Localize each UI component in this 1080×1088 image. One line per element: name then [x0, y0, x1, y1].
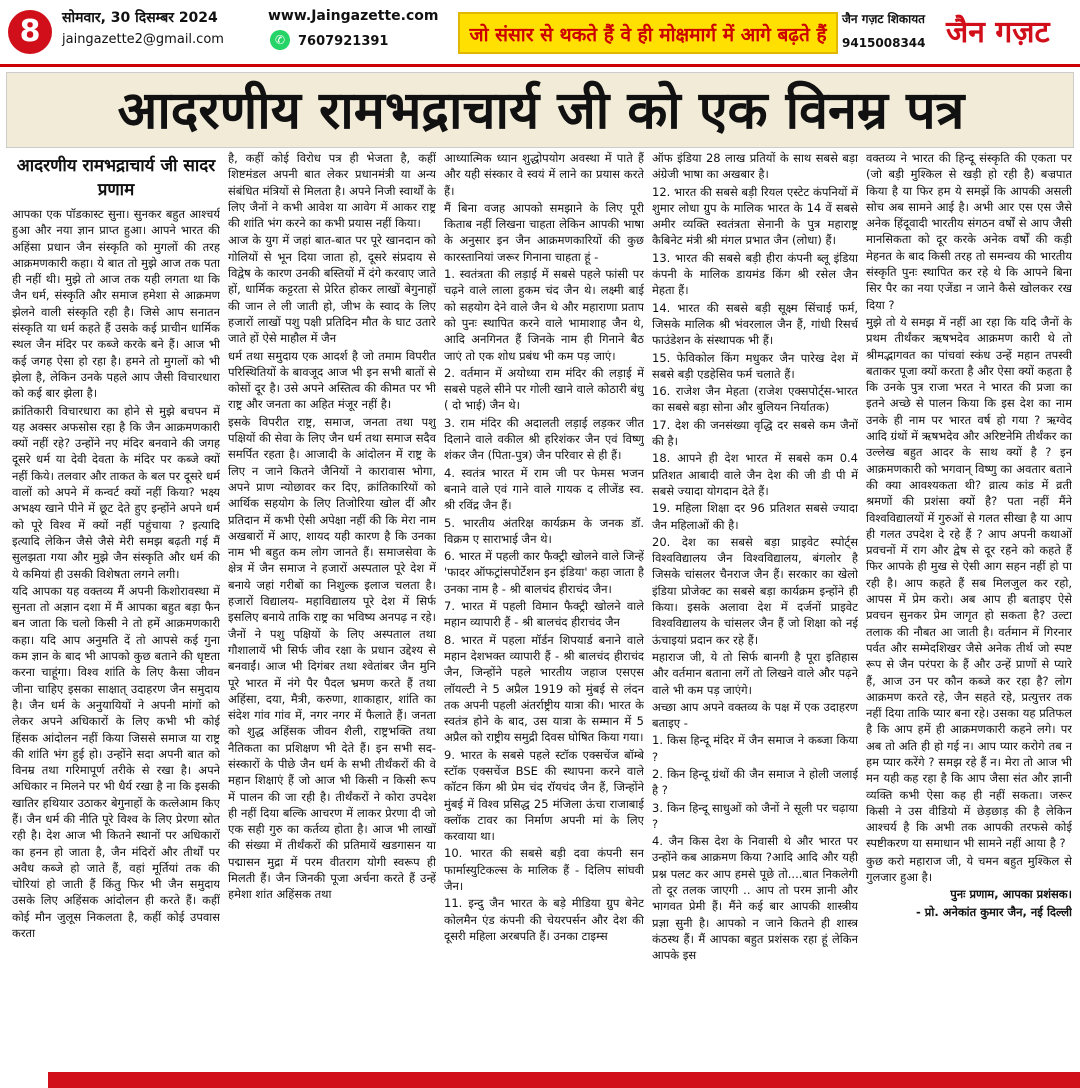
list-item: 10. भारत की सबसे बड़ी दवा कंपनी सन फार्मास्युटिकल्स के मालिक हैं - दिलिप सांघवी जैन। — [444, 846, 644, 894]
article-headline: आदरणीय रामभद्राचार्य जी को एक विनम्र पत्र — [117, 81, 965, 141]
list-item: 18. आपने ही देश भारत में सबसे कम 0.4 प्रतिशत आबादी वाले जैन देश की जी डी पी में सबसे ज्यादा योगदान देते हैं। — [652, 451, 858, 498]
whatsapp-icon: ✆ — [270, 30, 290, 50]
paragraph: धर्म तथा समुदाय एक आदर्श है जो तमाम विपरीत परिस्थितियों के बावजूद आज भी इन सभी बातों से कोसों दूर है। उसे अपने अस्तित्व की कीमत पर भी राष्ट्र और जनता का अहित मंजूर नहीं है। — [228, 348, 436, 412]
paragraph: आध्यात्मिक ध्यान शुद्धोपयोग अवस्था में पाते हैं और यही संस्कार वे स्वयं में लाने का प्रयास करते हैं। — [444, 151, 644, 198]
list-item: 3. किन हिन्दू साधुओं को जैनों ने सूली पर चढ़ाया ? — [652, 800, 858, 831]
list-item: 5. भारतीय अंतरिक्ष कार्यक्रम के जनक डॉ. विक्रम ए साराभाई जैन थे। — [444, 515, 644, 546]
complaint-label: जैन गज़ट शिकायत — [842, 12, 926, 26]
paragraph: आज के युग में जहां बात-बात पर पूरे खानदान को गोलियों से भून दिया जाता हो, दूसरे संप्रदाय से विद्वेष के कारण उनकी बस्तियों में दंगे करवाए जाते हों, धार्मिक कट्टरता से प्रेरित होकर लाखों बेगुनाहों की जान ले ली जाती हो, जीभ के स्वाद के लिए हजारों लाखों पशु पक्षी प्रतिदिन मौत के घाट उतारे जाते हों ऐसे माहौल में जैन — [228, 233, 436, 346]
list-item: 7. भारत में पहली विमान फैक्ट्री खोलने वाले महान व्यापारी हैं - श्री बालचंद हीराचंद जैन — [444, 599, 644, 630]
author-byline: - प्रो. अनेकांत कुमार जैन, नई दिल्ली — [916, 904, 1072, 919]
paragraph: क्रांतिकारी विचारधारा का होने से मुझे बचपन में यह अक्सर अफसोस रहा है कि जैन आक्रमणकारी क्यों नहीं रहे? उन्होंने नए मंदिर बनवाने की जगह दूसरे धर्म या देवी देवता के मंदिर पर कब्जे क्यों नहीं किये। तलवार और ताकत के बल पर दूसरे धर्म वालों को अपने में कन्वर्ट क्यों नहीं किया? भक्ष्य अभक्ष्य खाने पीने में छूट देते हुए इन्होंने अपने धर्म को पूरे विश्व में क्यों नहीं पहुंचाया ? इत्यादि इत्यादि लेकिन जैसे जैसे मेरी समझ बढ़ती गई मैं सुलझता गया और मुझे जैन संस्कृति और धर्म की ये कमियां ही उसकी विशेषता लगने लगी। — [12, 403, 220, 581]
paragraph: यदि आपका यह वक्तव्य मैं अपनी किशोरावस्था में सुनता तो अज्ञान दशा में मैं आपका बहुत बड़ा फैन बन जाता कि चलो किसी ने तो हमें आक्रमणकारी कहा। यदि आप अनुमति दें तो आपसे कई गुना कम ज्ञान के बाद भी आपको कुछ बताने की धृष्टता करना चाहूंगा। विश्व शांति के लिए कैसा जीवन जीना चाहिए इसका साक्षात् उदाहरण जैन समुदाय है। जैन धर्म के अनुयायियों ने अपनी मांगों को लेकर अपने अधिकारों के लिए कभी भी कोई हिंसक आंदोलन नहीं किया जिससे समाज या राष्ट्र की शांति भंग हुई हो। उन्होंने सदा अपनी बात को विनम्र तथा गरिमापूर्ण तरीके से रखा है। अपने अधिकार न मिलने पर भी धैर्य रखा है ना कि इसकी खातिर हथियार उठाकर बेगुनाहों के कत्लेआम किए हैं। जैन धर्म की नीति पूरे विश्व के लिए प्रेरणा स्रोत रही है। देश आज भी कितने स्थानों पर अधिकारों का हनन हो जाता है, जैन मंदिरों और तीर्थों पर अवैध कब्जे हो जाते हैं, वहां मूर्तियां तक की चोरियां हो जाती हैं किंतु फिर भी जैन समुदाय उसके लिए अहिंसक आंदोलन ही करते हैं। कहीं कोई मौन जुलूस निकलता है, कहीं कोई उपवास करता — [12, 583, 220, 941]
issue-date: सोमवार, 30 दिसम्बर 2024 — [62, 10, 218, 26]
list-item: 1. स्वतंत्रता की लड़ाई में सबसे पहले फांसी पर चढ़ने वाले लाला हुकम चंद जैन थे। लक्ष्मी बाई को सहयोग देने वाले जैन थे और महाराणा प्रताप को पुनः स्थापित करने वाले भामाशाह जैन थे, आदि अनगिनत हैं जिनके नाम ही गिनाने बैठ जाएं तो एक शोध प्रबंध भी कम पड़ जाएं। — [444, 267, 644, 363]
list-item: 6. भारत में पहली कार फैक्ट्री खोलने वाले जिन्हें 'फादर ऑफट्रांसपोर्टेशन इन इंडिया' कहा जाता है उनका नाम है - श्री बालचंद हीराचंद जैन। — [444, 549, 644, 596]
complaint-phone: 9415008344 — [842, 36, 926, 50]
list-item: 20. देश का सबसे बड़ा प्राइवेट स्पोर्ट्स विश्वविद्यालय जैन विश्वविद्यालय, बंगलोर है जिसके चांसलर चैनराज जैन हैं। सरकार का खेलो इंडिया प्रोजेक्ट का सबसे बड़ा कार्यक्रम इन्होंने ही किया। इसके अलावा देश में दर्जनों प्राइवेट विश्वविद्यालय के चांसलर जैन हैं जो शिक्षा को नई ऊंचाइयां प्रदान कर रहे हैं। — [652, 534, 858, 647]
salutation: आदरणीय रामभद्राचार्य जी सादर प्रणाम — [16, 156, 216, 200]
article-column-4 — [652, 150, 858, 1055]
paragraph: अच्छा आप अपने वक्तव्य के पक्ष में एक उदाहरण बताइए - — [652, 699, 858, 731]
newspaper-logo: जैन गज़ट — [946, 15, 1050, 50]
slogan-banner: जो संसार से थकते हैं वे ही मोक्षमार्ग में आगे बढ़ते हैं — [458, 12, 838, 54]
article-column-2 — [228, 150, 436, 1055]
paragraph: इसके विपरीत राष्ट्र, समाज, जनता तथा पशु पक्षियों की सेवा के लिए जैन धर्म तथा समाज सदैव समर्पित रहता है। आजादी के आंदोलन में राष्ट्र के लिए न जाने कितने जैनियों ने कारावास भोगा, अपने प्राण न्योछावर कर दिए, क्रांतिकारियों को आर्थिक सहयोग के लिए तिजोरिया खोल दीं और प्रतिदान में कभी ऐसी अपेक्षा नहीं की कि मेरा नाम अखबारों में आए, शायद यही कारण है कि उनका नाम भी बहुत कम लोग जानते हैं। समाजसेवा के क्षेत्र में जैन समाज ने हजारों अस्पताल पूरे देश में बनाये जहां गरीबों का निशुल्क इलाज चलता है। हजारों विद्यालय- महाविद्यालय पूरे देश में सिर्फ इसलिए बनाये ताकि राष्ट्र का भविष्य अनपढ़ न रहे। जैनों ने पशु पक्षियों के लिए अस्पताल तथा गौशालायें भी सिर्फ जीव रक्षा के प्रधान उद्देश्य से बनवाईं। आज भी दिगंबर तथा श्वेतांबर जैन मुनि पूरे भारत में नंगे पैर पैदल भ्रमण करते हैं तथा अहिंसा, दया, मैत्री, करुणा, शाकाहार, शांति का संदेश गांव गांव में, नगर नगर में फैलाते हैं। जनता को शुद्ध अहिंसक जीवन शैली, राष्ट्रभक्ति तथा नैतिकता का प्रशिक्षण भी देते हैं। इन सभी सद-संस्कारों के पीछे जैन धर्म के सभी तीर्थंकरों की वे महान शिक्षाएं हैं जो आज भी किसी न किसी रूप में पालन की जा रही है। तीर्थंकरों ने कोरा उपदेश ही नहीं दिया बल्कि आचरण में लाकर प्रेरणा दी जो एक सही गुरु का कर्तव्य होता है। आज भी लाखों की संख्या में तीर्थंकरों की प्रतिमायें खडगासन या पद्मासन मुद्रा में परम वीतराग योगी स्वरूप ही मिलती हैं। जैन जिनकी पूजा अर्चना करते हैं उन्हें हमेशा शांत अहिंसक तथा — [228, 414, 436, 902]
list-item: 2. वर्तमान में अयोध्या राम मंदिर की लड़ाई में सबसे पहले सीने पर गोली खाने वाले कोठारी बंधु ( दो भाई) जैन थे। — [444, 365, 644, 413]
paragraph: है, कहीं कोई विरोध पत्र ही भेजता है, कहीं शिष्टमंडल अपनी बात लेकर प्रधानमंत्री या अन्य संबंधित मंत्रियों से मिलता है। अपने निजी स्वार्थों के लिए जैनों ने कभी आवेश या आवेग में आकर राष्ट्र की शांति भंग करने का कभी प्रयास नहीं किया। — [228, 151, 436, 231]
list-item: 4. स्वतंत्र भारत में राम जी पर फेमस भजन बनाने वाले एवं गाने वाले गायक द लीजेंड स्व. श्री रविंद्र जैन हैं। — [444, 465, 644, 513]
list-item: 3. राम मंदिर की अदालती लड़ाई लड़कर जीत दिलाने वाले वकील श्री हरिशंकर जैन एवं विष्णु शंकर जैन (पिता-पुत्र) जैन परिवार से ही हैं। — [444, 415, 644, 463]
list-item: 19. महिला शिक्षा दर 96 प्रतिशत सबसे ज्यादा जैन महिलाओं की है। — [652, 501, 858, 532]
list-item: 16. राजेश जैन मेहता (राजेश एक्सपोर्ट्स-भारत का सबसे बड़ा सोना और बुलियन निर्यातक) — [652, 384, 858, 415]
article-column-1 — [12, 206, 220, 1056]
website-link[interactable]: www.Jaingazette.com — [268, 8, 439, 24]
paragraph: आपका एक पॉडकास्ट सुना। सुनकर बहुत आश्चर्य हुआ और नया ज्ञान प्राप्त हुआ। आपने भारत की अहिंसा प्रधान जैन संस्कृति को मुगलों की तरह आक्रमणकारी कहा। ये बात तो मुझे आज तक पता ही नहीं थी। मुझे तो आज तक यही लगता था कि जैन धर्म, संस्कृति और समाज हमेशा से आक्रमण झेलने वाली संस्कृति रही है। जिसे आप सनातन संस्कृति या धर्म कहते हैं उसके कई प्राचीन धार्मिक स्थल जैन मंदिर पर कब्जे करके बने हैं। आज भी कई जगह ऐसा हो रहा है। हमने तो मुगलों को भी झेला है, लेकिन उनके पहले आप जैसी विचारधारा को कई बार झेला है। — [12, 207, 220, 401]
list-item: 13. भारत की सबसे बड़ी हीरा कंपनी ब्लू इंडिया कंपनी के मालिक डायमंड किंग श्री रसेल जैन मेहता हैं। — [652, 250, 858, 298]
article-column-5 — [866, 150, 1072, 1055]
paragraph: मुझे तो ये समझ में नहीं आ रहा कि यदि जैनों के प्रथम तीर्थंकर ऋषभदेव आक्रमण कारी थे तो श्रीमद्भागवत का पांचवां स्कंध उन्हें महान तपस्वी बताकर पूजा क्यों करता है और ऐसा क्यों कहता है कि उनके पुत्र राजा भरत ने भारत की प्रजा का इतने अच्छे से पालन किया कि इस देश का नाम उनके ही नाम पर भारत वर्ष हो गया ? ऋग्वेद आदि ग्रंथों में ऋषभदेव और अरिष्टनेमि तीर्थंकर का उल्लेख बहुत आदर के साथ क्यों है ? इन आक्रमणकारी को भगवान् विष्णु का अवतार बताने की क्या आवश्यकता थी? व्रात्य कांड में व्रती श्रमणों की प्रशंसा क्यों है? पता नहीं मैंने विश्वविद्यालयों में गुरुओं से गलत सीखा है या आप ही गलत उपदेश दे रहे हैं ? आप अपनी कथाओं प्रवचनों में राग और द्वेष से दूर रहने को कहते हैं फिर आपके ही मुख से ऐसी आग सहन नहीं हो पा रही है। आप कहते हैं सब मिलजुल कर रहो, आपस में प्रेम करो। अब आप ही बताइए ऐसे प्रवचन सुनकर प्रेम जागृत हो सकता है? उल्टा तलाक की नौबत आ जाती है। वर्तमान में गिरनार पर्वत और सम्मेदशिखर जैसे अनेक तीर्थ जो स्पष्ट रूप से जैन परंपरा के हैं और उन्हें प्राणों से प्यारे हैं, आज उन पर कौन कब्जे कर रहा है? लोग आक्रमण करते रहे, जैन सहते रहे, प्रत्युत्तर तक नहीं दिया ताकि प्यार बना रहे। उसका यह प्रतिफल है कि आप हमें ही आक्रमणकारी कहने लगे। पर अब तो अति ही हो गई न। आप प्यार करोगे तब न हम प्यार करेंगे ? समझ रहे हैं न। मेरा तो आज भी मन यही कह रहा है कि आप जैसा संत और ज्ञानी व्यक्ति कभी ऐसा कह ही नहीं सकता। जरूर किसी ने उस वीडियो में छेड़छाड़ की है लेकिन आश्चर्य है कि अभी तक आपकी तरफसे कोई स्पष्टीकरण या समाधान भी सामने नहीं आया है ? — [866, 314, 1072, 851]
article-column-3 — [444, 150, 644, 1055]
list-item: 4. जैन किस देश के निवासी थे और भारत पर उन्होंने कब आक्रमण किया ?आदि आदि और यही प्रश्न पलट कर आप हमसे पूछे तो....बात निकलेगी तो दूर तलक जाएगी .. आप तो परम ज्ञानी और भागवत प्रेमी हैं। मैंने कई बार आपकी शास्त्रीय प्रज्ञा सुनी है। आपको न जाने कितने ही शास्त्र कंठस्थ हैं। मैं आपका बहुत प्रशंसक रहा हूं लेकिन आपके इस — [652, 834, 858, 963]
paragraph: मैं बिना वजह आपको समझाने के लिए पूरी किताब नहीं लिखना चाहता लेकिन आपकी भाषा के अनुसार इन जैन आक्रमणकारियों की कुछ कारस्तानियां जरूर गिनाना चाहता हूं - — [444, 200, 644, 264]
list-item: ऑफ इंडिया 28 लाख प्रतियों के साथ सबसे बड़ा अंग्रेजी भाषा का अखबार है। — [652, 151, 858, 182]
list-item: 14. भारत की सबसे बड़ी सूक्ष्म सिंचाई फर्म, जिसके मालिक श्री भंवरलाल जैन हैं, गांधी रिसर्च फाउंडेशन के संस्थापक भी हैं। — [652, 300, 858, 348]
list-item: 11. इन्दु जैन भारत के बड़े मीडिया ग्रुप बेनेट कोलमैन एंड कंपनी की चेयरपर्सन और देश की दूसरी महिला अरबपति हैं। उनका टाइम्स — [444, 896, 644, 943]
list-item: 2. किन हिन्दू ग्रंथों की जैन समाज ने होली जलाई है ? — [652, 766, 858, 798]
list-item: 15. फेविकोल किंग मधुकर जैन पारेख देश में सबसे बड़ी एडहेसिव फर्म चलाते हैं। — [652, 350, 858, 381]
sign-off: पुनः प्रणाम, आपका प्रशंसक। — [950, 887, 1072, 902]
list-item: 8. भारत में पहला मॉर्डन शिपयार्ड बनाने वाले महान देशभक्त व्यापारी हैं - श्री बालचंद हीराचंद जैन, जिन्होंने पहले भारतीय जहाज एसएस लॉयल्टी ने 5 अप्रैल 1919 को मुंबई से लंदन तक अपनी पहली अंतर्राष्ट्रीय यात्रा की। भारत के स्वतंत्र होने के बाद, उस यात्रा के सम्मान में 5 अप्रैल को राष्ट्रीय समुद्री दिवस घोषित किया गया। — [444, 632, 644, 745]
list-item: 1. किस हिन्दू मंदिर में जैन समाज ने कब्जा किया ? — [652, 733, 858, 764]
bottom-banner — [48, 1072, 1080, 1088]
email-address: jaingazette2@gmail.com — [62, 32, 224, 47]
list-item: 12. भारत की सबसे बड़ी रियल एस्टेट कंपनियों में शुमार लोधा ग्रुप के मालिक भारत के 14 वें सबसे अमीर व्यक्ति स्वतंत्रता सेनानी के पुत्र महाराष्ट्र कैबिनेट मंत्री श्री मंगल प्रभात जैन (लोधा) हैं। — [652, 184, 858, 248]
list-item: 17. देश की जनसंख्या वृद्धि दर सबसे कम जैनों की है। — [652, 417, 858, 449]
paragraph: कुछ करो महाराज जी, ये चमन बहुत मुश्किल से गुलजार हुआ है। — [866, 853, 1072, 885]
paragraph: वक्तव्य ने भारत की हिन्दू संस्कृति की एकता पर (जो बड़ी मुश्किल से खड़ी हो रही है) बज्रपात किया है या फिर हम ये समझें कि आपकी असली सोच अब सामने आई है। अभी आर एस एस जैसे अनेक हिंदूवादी भारतीय संगठन वर्षों से आप जैसी मानसिकता को दूर करके अनेक वर्षों की कड़ी मेहनत के बाद किसी तरह तो समन्वय की भारतीय संस्कृति पुनः स्थापित कर रहे थे कि आपने बिना सिर पैर का नया एजेंडा न जाने कैसे खोलकर रख दिया ? — [866, 151, 1072, 312]
headline-box — [6, 72, 1074, 148]
masthead — [0, 0, 1080, 67]
paragraph: महाराज जी, ये तो सिर्फ बानगी है पूरा इतिहास और वर्तमान बताना लगें तो लिखने वाले और पढ़ने वाले भी कम पड़ जाएंगे। — [652, 649, 858, 697]
page-number: 8 — [8, 10, 52, 54]
list-item: 9. भारत के सबसे पहले स्टॉक एक्सचेंज बॉम्बे स्टॉक एक्सचेंज BSE की स्थापना करने वाले कॉटन किंग श्री प्रेम चंद रॉयचंद जैन हैं, जिन्होंने मुंबई में विश्व प्रसिद्ध 25 मंजिला ऊंचा राजाबाई क्लॉक टावर का निर्माण अपनी मां के लिए करवाया था। — [444, 747, 644, 844]
phone-number: 7607921391 — [298, 34, 389, 49]
